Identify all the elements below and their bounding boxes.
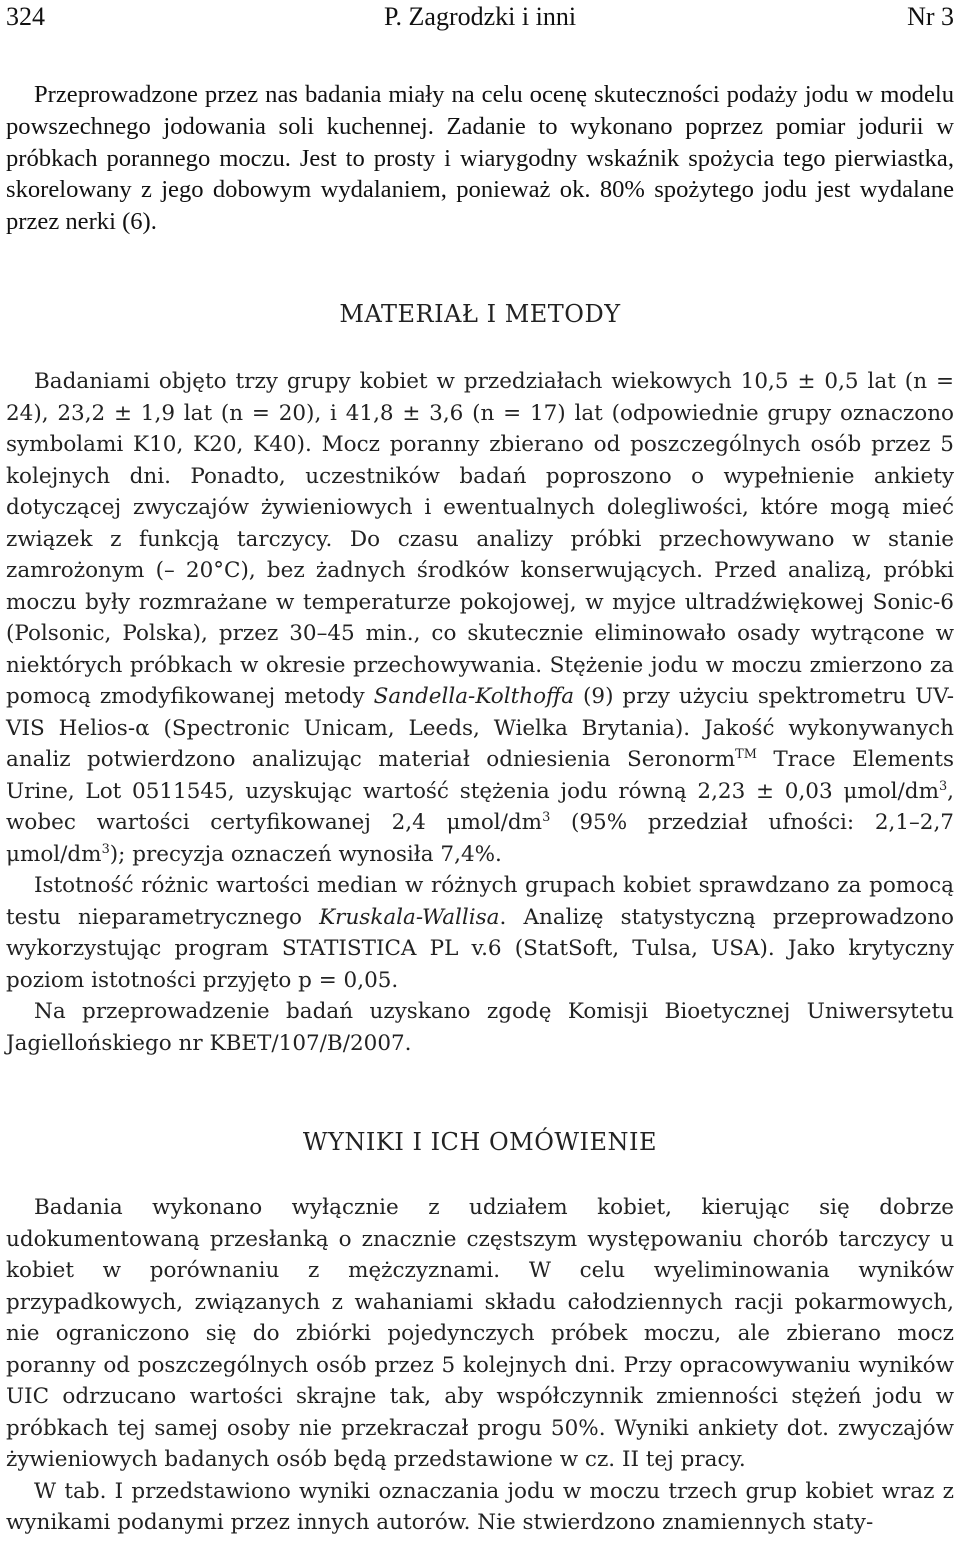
methods-paragraph-2: Istotność różnic wartości median w różnych grupach kobiet sprawdzano za pomocą testu nieparametrycznego Kruskala-Wallisa. Analizę statystyczną przeprowadzono wykorzystując program STATISTICA PL v.6 (StatSoft, Tulsa, USA). Jako krytyczny poziom istotności przyjęto p = 0,05. (6, 873, 954, 993)
results-paragraph-2: W tab. I przedstawiono wyniki oznaczania jodu w moczu trzech grup kobiet wraz z wynikami podanymi przez innych autorów. Nie stwierdzono znamiennych staty- (6, 1478, 954, 1535)
results-heading: WYNIKI I ICH OMÓWIENIE (302, 1128, 658, 1156)
intro-section (6, 79, 954, 238)
issue-number: Nr 3 (907, 2, 954, 31)
results-paragraph-1: Badania wykonano wyłącznie z udziałem kobiet, kierując się dobrze udokumentowaną przesłanką o znacznie częstszym występowaniu chorób tarczycy u kobiet w porównaniu z mężczyznami. W celu wyeliminowania wyników przypadkowych, związanych z wahaniami składu całodziennych racji pokarmowych, nie ograniczono się do zbiórki pojedynczych próbek moczu, ale zbierano mocz poranny od poszczególnych osób przez 5 kolejnych dni. Przy opracowywaniu wyników UIC odrzucano wartości skrajne tak, aby współczynnik zmienności stężeń jodu w próbkach tej samej osoby nie przekraczał progu 50%. Wyniki ankiety dot. zwyczajów żywieniowych badanych osób będą przedstawione w cz. II tej pracy. (6, 1195, 954, 1472)
methods-section (6, 366, 954, 1059)
intro-paragraph: Przeprowadzone przez nas badania miały na celu ocenę skuteczności podaży jodu w modelu powszechnego jodowania soli kuchennej. Zadanie to wykonano poprzez pomiar jodurii w próbkach porannego moczu. Jest to prosty i wiarygodny wskaźnik spożycia tego pierwiastka, skorelowany z jego dobowym wydalaniem, ponieważ ok. 80% spożytego jodu jest wydalane przez nerki (6). (6, 81, 954, 236)
results-section (6, 1192, 954, 1539)
test-name: Kruskala-Wallisa (319, 904, 500, 930)
methods-paragraph-3: Na przeprowadzenie badań uzyskano zgodę Komisji Bioetycznej Uniwersytetu Jagiellońskiego nr KBET/107/B/2007. (6, 999, 954, 1056)
methods-heading: MATERIAŁ I METODY (339, 300, 621, 328)
page-number: 324 (6, 2, 45, 31)
methods-paragraph-1: Badaniami objęto trzy grupy kobiet w przedziałach wiekowych 10,5 ± 0,5 lat (n = 24), 23,2 ± 1,9 lat (n = 20), i 41,8 ± 3,6 (n = 17) lat (odpowiednie grupy oznaczono symbolami K10, K20, K40). Mocz poranny zbierano od poszczególnych osób przez 5 kolejnych dni. Ponadto, uczestników badań poproszono o wypełnienie ankiety dotyczącej zwyczajów żywieniowych i ewentualnych dolegliwości, które mogą mieć związek z funkcją tarczycy. Do czasu analizy próbki przechowywano w stanie zamrożonym (– 20°C), bez żadnych środków konserwujących. Przed analizą, próbki moczu były rozmrażane w temperaturze pokojowej, w myjce ultradźwiękowej Sonic-6 (Polsonic, Polska), przez 30–45 min., co skutecznie eliminowało osady wytrącone w niektórych próbkach w okresie przechowywania. Stężenie jodu w moczu zmierzono za pomocą zmodyfikowanej metody Sandella-Kolthoffa (9) przy użyciu spektrometru UV-VIS Helios-α (Spectronic Unicam, Leeds, Wielka Brytania). Jakość wykonywanych analiz potwierdzono analizując materiał odniesienia Seronorm™ Trace Elements Urine, Lot 0511545, uzyskując wartość stężenia jodu równą 2,23 ± 0,03 μmol/$dm^3$, wobec wartości certyfikowanej 2,4 μmol/$dm^3$ (95% przedział ufności: 2,1–2,7 μmol/$dm^3$); precyzja oznaczeń wynosiła 7,4%. (6, 369, 955, 867)
method-name: Sandella-Kolthoffa (373, 684, 575, 709)
running-head (6, 2, 954, 36)
trademark-mark: TM (735, 746, 757, 762)
running-head-authors: P. Zagrodzki i inni (383, 2, 577, 31)
